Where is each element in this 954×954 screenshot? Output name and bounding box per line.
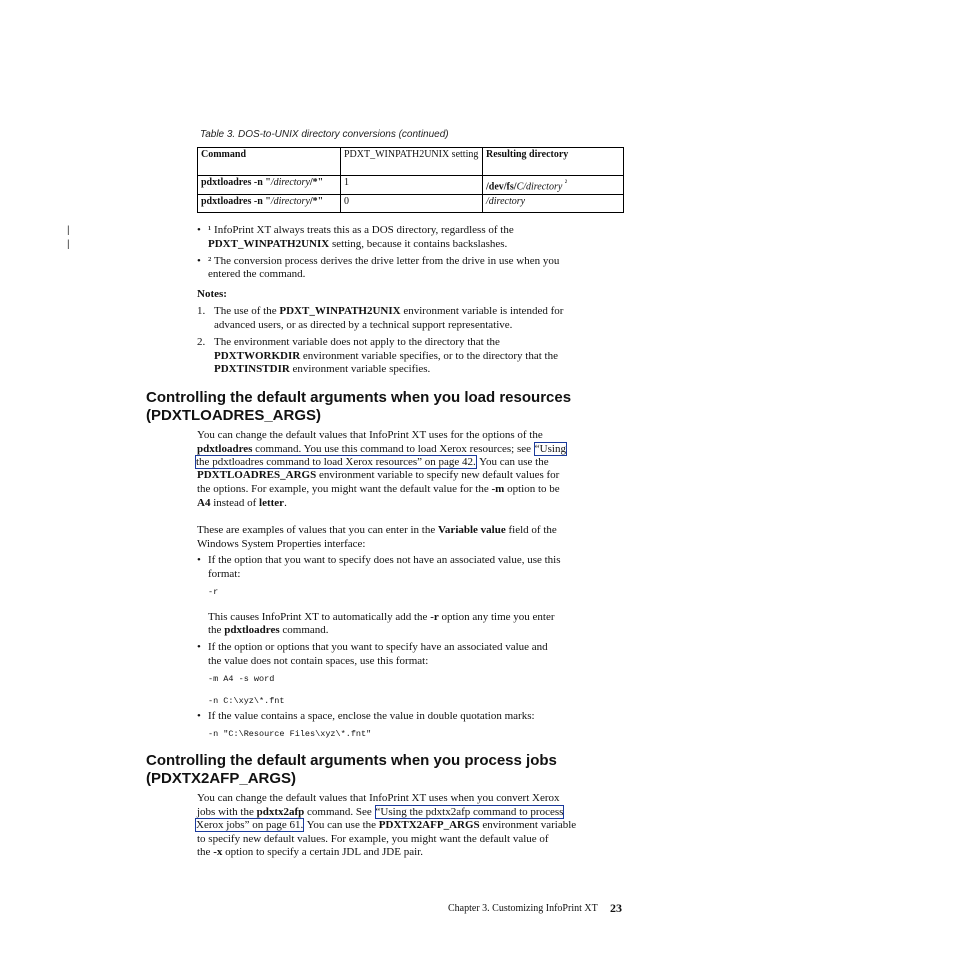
section-heading xyxy=(146,752,557,788)
text: command. You use this command to load Xerox resources; see xyxy=(252,443,534,455)
note-number: 2. xyxy=(197,336,206,348)
heading-line: Controlling the default arguments when you load resources xyxy=(146,389,572,406)
table-cell-setting: 0 xyxy=(341,195,483,213)
table-header-cell: Command xyxy=(198,148,341,176)
text: This causes InfoPrint XT to automatically add the xyxy=(208,611,431,623)
paragraph-line: You can change the default values that InfoPrint XT uses for the options of the xyxy=(197,429,543,441)
text: You can use the xyxy=(304,819,379,831)
paragraph-line: You can change the default values that InfoPrint XT uses when you convert Xerox xyxy=(197,792,560,804)
footer-chapter: Chapter 3. Customizing InfoPrint XT xyxy=(448,903,598,914)
footnote-2-line-1: ² The conversion process derives the drive letter from the drive in use when you xyxy=(208,255,560,267)
command-text: pdxtloadres -n " xyxy=(201,196,271,208)
footnote-2-line-2: entered the command. xyxy=(208,268,306,280)
bullet-icon: • xyxy=(197,255,201,267)
cross-reference-link[interactable]: Xerox jobs” on page 61. xyxy=(196,819,304,831)
cross-reference-link[interactable]: “Using the pdxtx2afp command to process xyxy=(375,806,564,818)
text: instead of xyxy=(210,497,260,509)
notes-label: Notes: xyxy=(197,288,227,300)
result-sup: ² xyxy=(564,178,568,187)
paragraph-line xyxy=(197,497,287,511)
table-header-cell xyxy=(341,148,483,176)
text: jobs with the xyxy=(197,806,257,818)
result-italic: C/directory xyxy=(516,181,563,193)
command-variable: /directory xyxy=(270,196,310,208)
text: . xyxy=(284,497,287,509)
command-suffix: /*" xyxy=(309,196,324,208)
note-number: 1. xyxy=(197,305,206,317)
result-italic: /directory xyxy=(486,196,526,208)
text: The use of the xyxy=(214,305,280,317)
note-1-line-1 xyxy=(214,305,563,319)
bold-term: -r xyxy=(430,611,439,623)
text: the xyxy=(208,624,225,636)
text: environment variable specifies, or to the directory that the xyxy=(300,350,558,362)
bullet-line: If the option that you want to specify does not have an associated value, use this xyxy=(208,554,561,566)
text: option to specify a certain JDL and JDE pair. xyxy=(222,846,423,858)
bold-term: pdxtx2afp xyxy=(256,806,305,818)
result-bold: /dev/fs/ xyxy=(486,181,517,193)
text: option to be xyxy=(504,483,560,495)
text: the options. For example, you might want the default value for the xyxy=(197,483,492,495)
text: environment variable specifies. xyxy=(289,363,431,375)
cross-reference-link[interactable]: the pdxtloadres command to load Xerox resources” on page 42. xyxy=(196,456,476,468)
bullet-icon: • xyxy=(197,641,201,653)
bold-term: pdxtloadres xyxy=(197,443,253,455)
command-text: pdxtloadres -n " xyxy=(201,177,271,188)
table-cell-command xyxy=(198,195,341,213)
page-number: 23 xyxy=(610,901,622,915)
heading-line: Controlling the default arguments when you process jobs xyxy=(146,752,557,769)
bold-term: -m xyxy=(491,483,505,495)
code-sample: -m A4 -s word xyxy=(208,674,275,684)
text: command. xyxy=(279,624,329,636)
table-cell-result xyxy=(483,195,624,213)
bold-term: letter xyxy=(259,497,285,509)
bullet-line: the value does not contain spaces, use this format: xyxy=(208,655,429,667)
text: command. See xyxy=(304,806,375,818)
bullet-line: If the value contains a space, enclose the value in double quotation marks: xyxy=(208,710,535,722)
text: You can use the xyxy=(476,456,549,468)
paragraph-line xyxy=(197,524,557,538)
cross-reference-link[interactable]: “Using xyxy=(534,443,566,455)
bullet-line xyxy=(208,624,329,638)
note-2-line-1: The environment variable does not apply to the directory that the xyxy=(214,336,500,348)
bullet-line: format: xyxy=(208,568,241,580)
heading-line: (PDXTLOADRES_ARGS) xyxy=(146,407,322,424)
table-header-row xyxy=(198,148,624,176)
command-suffix: /*" xyxy=(309,177,324,188)
text: environment variable is intended for xyxy=(400,305,564,317)
bold-term: A4 xyxy=(197,497,211,509)
paragraph-line: Windows System Properties interface: xyxy=(197,538,366,550)
change-bar: | xyxy=(67,239,70,250)
bold-term: -x xyxy=(213,846,223,858)
bold-term: Variable value xyxy=(438,524,506,536)
table-caption: Table 3. DOS-to-UNIX directory conversions (continued) xyxy=(200,129,449,140)
bold-term: pdxtloadres xyxy=(224,624,280,636)
conversion-table xyxy=(197,147,624,213)
change-bar: | xyxy=(67,225,70,236)
footnote-1-line-1: ¹ InfoPrint XT always treats this as a DOS directory, regardless of the xyxy=(208,224,514,236)
bold-term: PDXT_WINPATH2UNIX xyxy=(279,305,401,317)
command-variable: /directory xyxy=(270,177,310,188)
table-row xyxy=(198,176,624,195)
note-2-line-2 xyxy=(214,350,558,364)
bullet-icon: • xyxy=(197,224,201,236)
table-cell-setting: 1 xyxy=(341,176,483,195)
note-1-line-2: advanced users, or as directed by a technical support representative. xyxy=(214,319,513,331)
bold-term: PDXT_WINPATH2UNIX xyxy=(208,238,330,250)
paragraph-line xyxy=(195,819,576,833)
code-sample: -r xyxy=(208,587,219,597)
text: environment variable to specify new default values for xyxy=(316,469,560,481)
text: environment variable xyxy=(479,819,577,831)
bullet-icon: • xyxy=(197,554,201,566)
code-sample: -n "C:\Resource Files\xyz\*.fnt" xyxy=(208,729,372,739)
footnote-1-line-2 xyxy=(208,238,507,252)
paragraph-line xyxy=(195,456,549,470)
code-sample: -n C:\xyz\*.fnt xyxy=(208,696,285,706)
bold-term: PDXTLOADRES_ARGS xyxy=(197,469,317,481)
paragraph-line xyxy=(197,469,559,483)
text: field of the xyxy=(505,524,557,536)
paragraph-line xyxy=(197,846,423,860)
bold-term: PDXTX2AFP_ARGS xyxy=(378,819,480,831)
text: option any time you enter xyxy=(438,611,555,623)
header-setting-text: PDXT_WINPATH2UNIX setting xyxy=(344,149,479,160)
paragraph-line xyxy=(197,483,560,497)
table-row xyxy=(198,195,624,213)
heading-line: (PDXTX2AFP_ARGS) xyxy=(146,770,297,787)
paragraph-line: to specify new default values. For example, you might want the default value of xyxy=(197,833,549,845)
section-heading xyxy=(146,389,571,425)
bullet-icon: • xyxy=(197,710,201,722)
bold-term: PDXTWORKDIR xyxy=(214,350,301,362)
note-2-line-3 xyxy=(214,363,430,377)
bullet-line: If the option or options that you want to specify have an associated value and xyxy=(208,641,548,653)
table-cell-command xyxy=(198,176,341,195)
bullet-line xyxy=(208,611,555,625)
text: These are examples of values that you can enter in the xyxy=(197,524,438,536)
text: setting, because it contains backslashes. xyxy=(329,238,508,250)
table-header-cell: Resulting directory xyxy=(483,148,624,176)
text: the xyxy=(197,846,214,858)
bold-term: PDXTINSTDIR xyxy=(214,363,290,375)
table-cell-result xyxy=(483,176,624,195)
